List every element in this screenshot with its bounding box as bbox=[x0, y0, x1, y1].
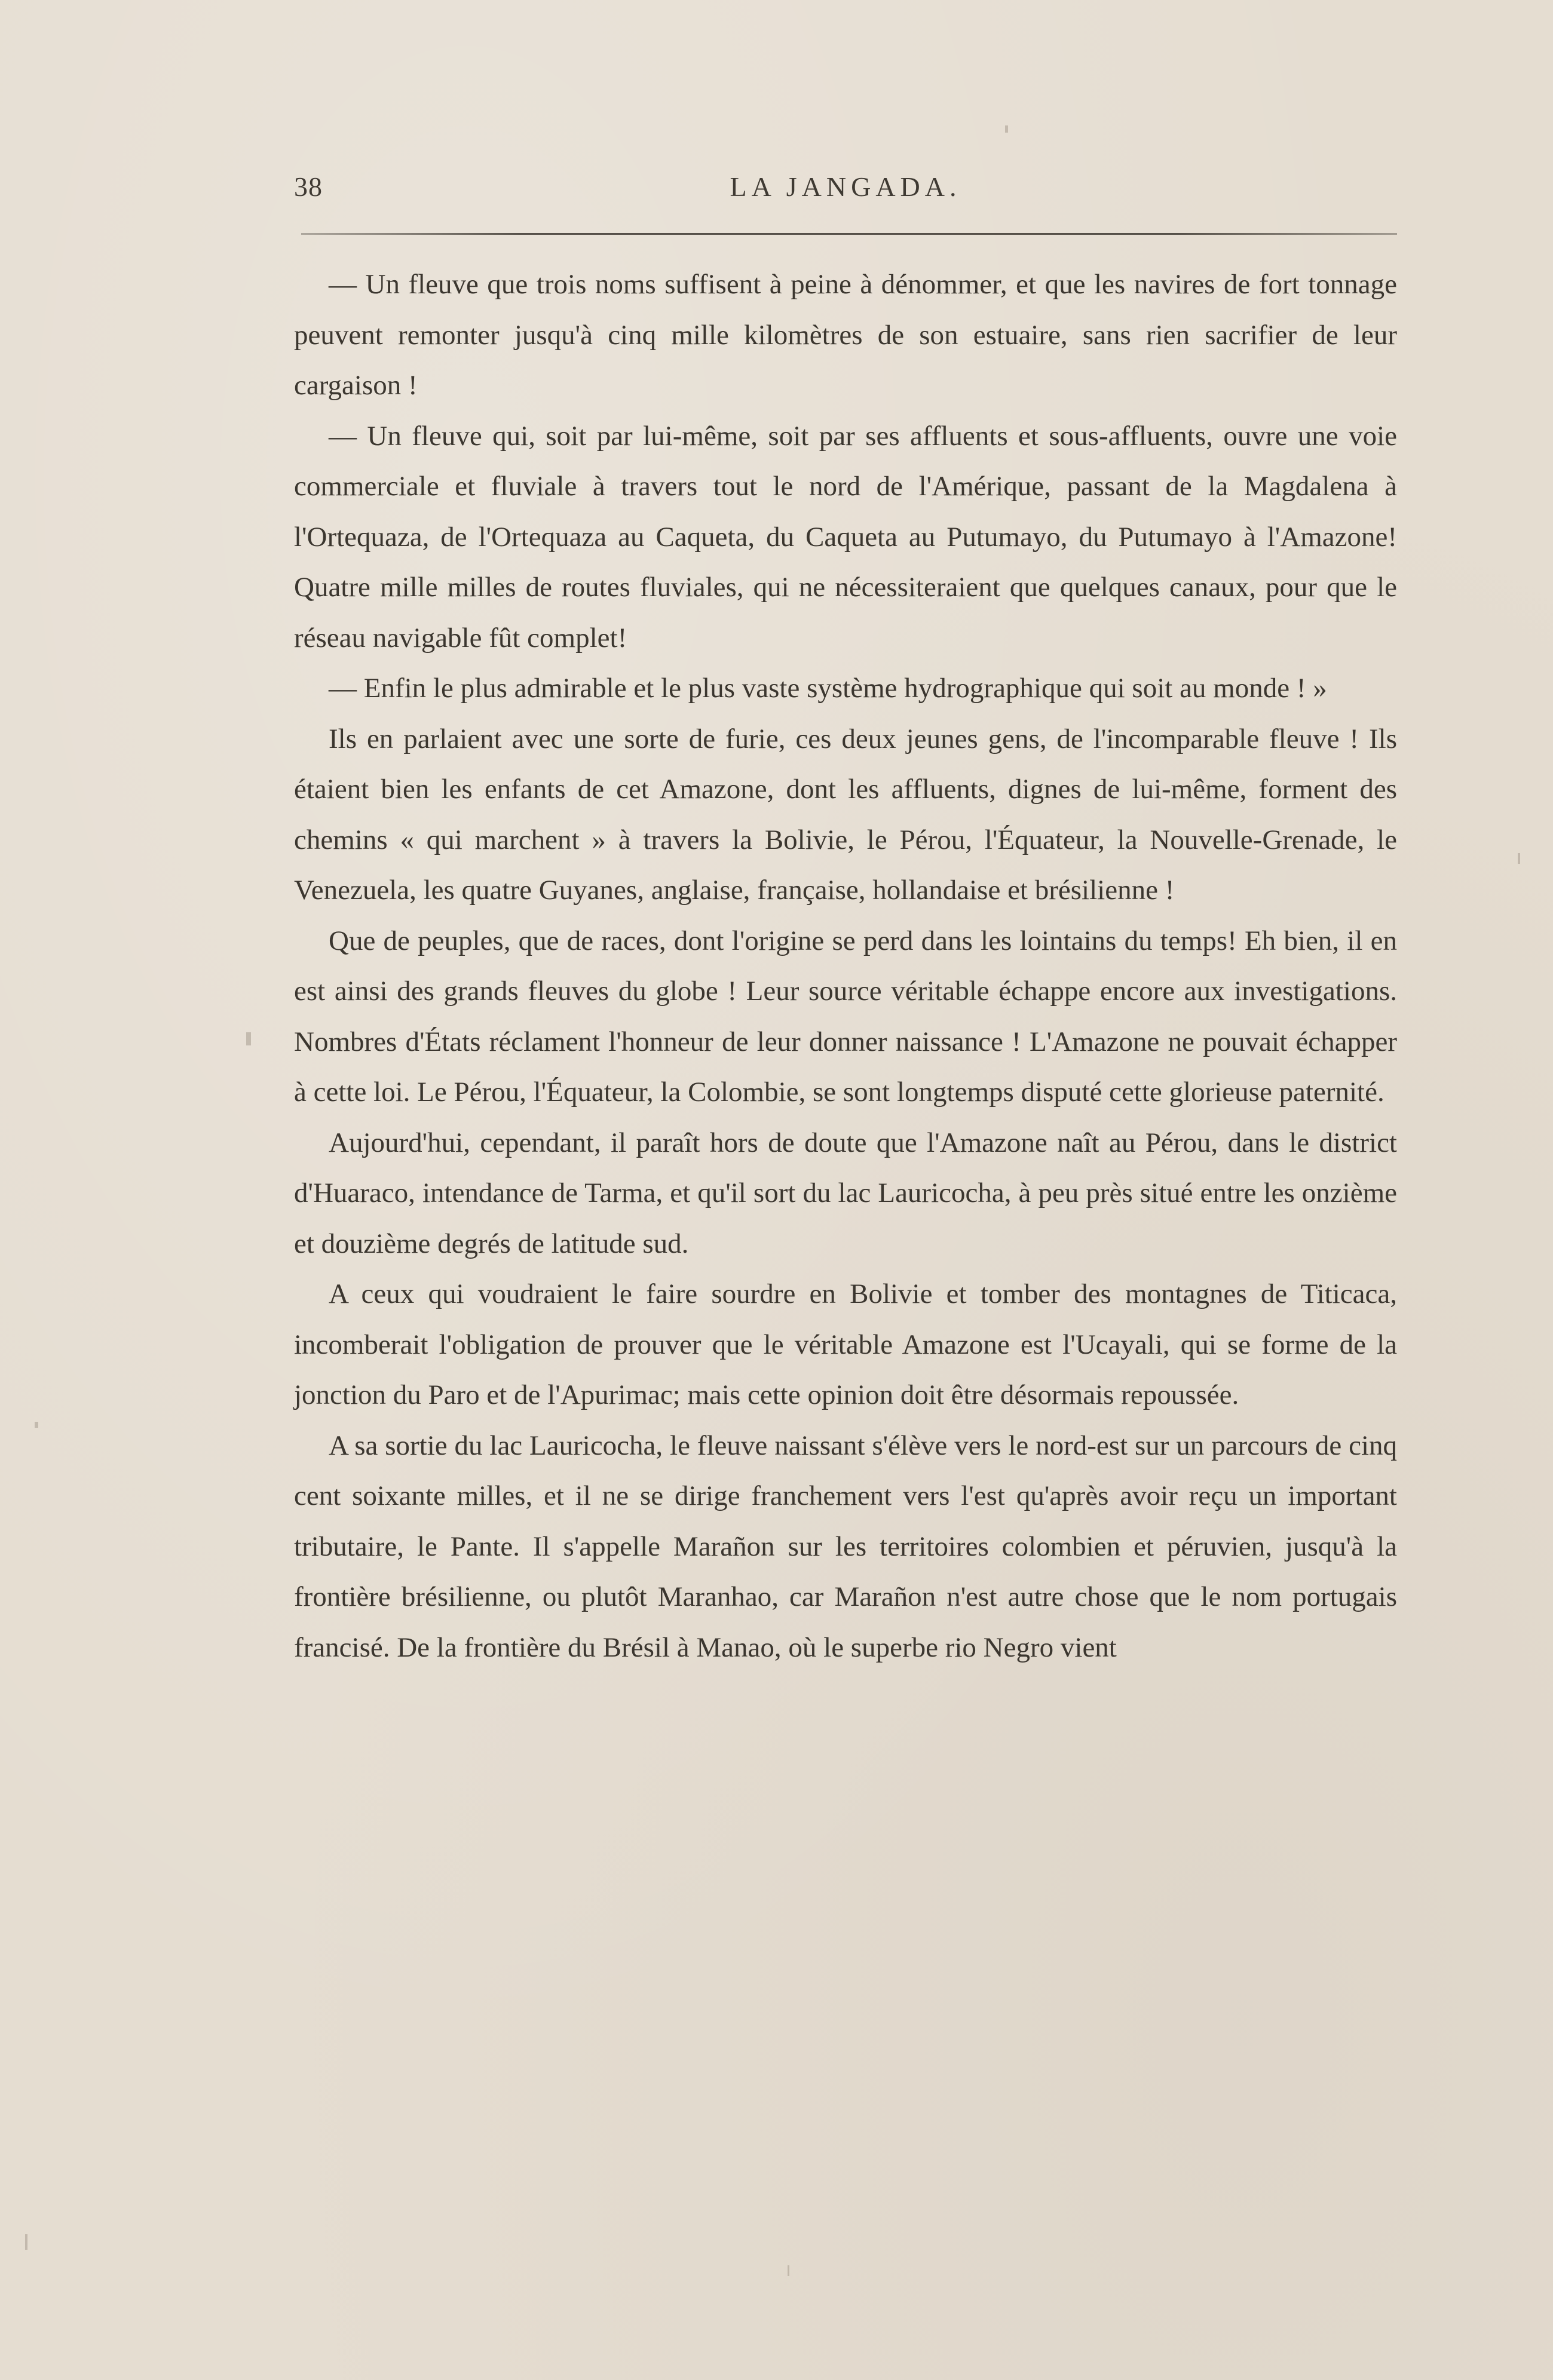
header-rule bbox=[301, 233, 1397, 235]
paper-speck bbox=[788, 2265, 789, 2276]
paragraph: Que de peuples, que de races, dont l'origine se perd dans les lointains du temps! Eh bien, il en est ainsi des grands fleuves du globe ! Leur source véritable échappe encore aux investigations. Nombres d'États réclament l'honneur de leur donner naissance ! L'Amazone ne pouvait échapper à cette loi. Le Pérou, l'Équateur, la Colombie, se sont longtemps disputé cette glorieuse paternité. bbox=[294, 925, 1397, 1108]
running-title: LA JANGADA. bbox=[730, 171, 961, 202]
paragraph: — Un fleuve qui, soit par lui-même, soit par ses affluents et sous-affluents, ouvre une voie commerciale et fluviale à travers tout le nord de l'Amérique, passant de la Magdalena à l'Ortequaza, de l'Ortequaza au Caqueta, du Caqueta au Putumayo, du Putumayo à l'Amazone! Quatre mille milles de routes fluviales, qui ne nécessiteraient que quelques canaux, pour que le réseau navigable fût complet! bbox=[294, 420, 1397, 654]
paragraph: A ceux qui voudraient le faire sourdre en Bolivie et tomber des montagnes de Titicaca, incomberait l'obligation de prouver que le véritable Amazone est l'Ucayali, qui se forme de la jonction du Paro et de l'Apurimac; mais cette opinion doit être désormais repoussée. bbox=[294, 1278, 1397, 1410]
paper-speck bbox=[35, 1422, 38, 1428]
paragraph: Aujourd'hui, cependant, il paraît hors de doute que l'Amazone naît au Pérou, dans le district d'Huaraco, intendance de Tarma, et qu'il sort du lac Lauricocha, à peu près situé entre les onzième et douzième degrés de latitude sud. bbox=[294, 1127, 1397, 1259]
page-number: 38 bbox=[294, 171, 323, 202]
paper-speck bbox=[246, 1032, 251, 1045]
paragraph: — Un fleuve que trois noms suffisent à peine à dénommer, et que les navires de fort tonnage peuvent remonter jusqu'à cinq mille kilomètres de son estuaire, sans rien sacrifier de leur cargaison ! bbox=[294, 269, 1397, 401]
paper-speck bbox=[25, 2234, 27, 2250]
page-header bbox=[294, 171, 1397, 207]
paragraph: — Enfin le plus admirable et le plus vaste système hydrographique qui soit au monde ! » bbox=[329, 673, 1327, 704]
paragraph: Ils en parlaient avec une sorte de furie, ces deux jeunes gens, de l'incomparable fleuve ! Ils étaient bien les enfants de cet Amazone, dont les affluents, dignes de lui-même, forment des chemins « qui marchent » à travers la Bolivie, le Pérou, l'Équateur, la Nouvelle-Grenade, le Venezuela, les quatre Guyanes, anglaise, française, hollandaise et brésilienne ! bbox=[294, 723, 1397, 906]
paper-speck bbox=[1005, 125, 1008, 133]
paragraph: A sa sortie du lac Lauricocha, le fleuve naissant s'élève vers le nord-est sur un parcours de cinq cent soixante milles, et il ne se dirige franchement vers l'est qu'après avoir reçu un important tributaire, le Pante. Il s'appelle Marañon sur les territoires colombien et péruvien, jusqu'à la frontière brésilienne, ou plutôt Maranhao, car Marañon n'est autre chose que le nom portugais francisé. De la frontière du Brésil à Manao, où le superbe rio Negro vient bbox=[294, 1430, 1397, 1663]
paper-speck bbox=[1518, 853, 1520, 864]
body-text bbox=[294, 259, 1397, 1673]
